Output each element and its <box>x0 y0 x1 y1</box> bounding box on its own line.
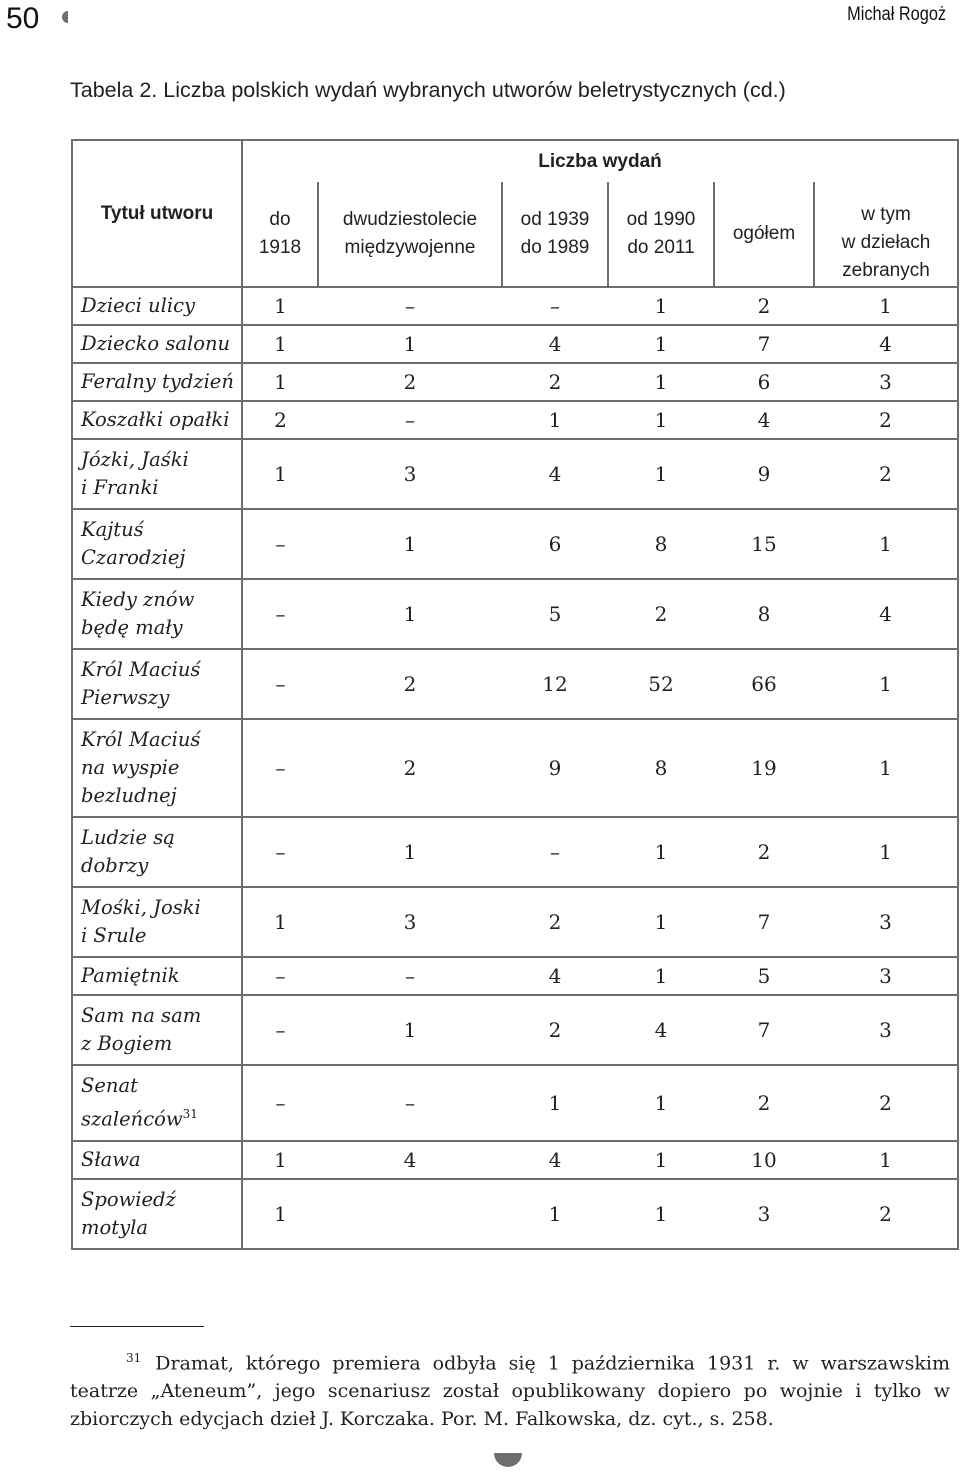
edition-count-cell: 1 <box>502 401 608 439</box>
work-title <box>72 887 242 957</box>
edition-count-cell: – <box>318 1065 502 1141</box>
edition-count-cell: – <box>242 817 318 887</box>
work-title-line: z Bogiem <box>81 1032 173 1055</box>
edition-count-cell: – <box>242 957 318 995</box>
work-title <box>72 287 242 325</box>
edition-count-cell <box>318 1179 502 1249</box>
work-title-line: Sława <box>81 1147 141 1171</box>
table-row <box>72 1065 958 1141</box>
edition-count-cell: 66 <box>714 649 814 719</box>
edition-count-cell: 4 <box>502 1141 608 1179</box>
work-title-line: Czarodziej <box>81 546 186 569</box>
edition-count-cell: 2 <box>814 401 958 439</box>
footnote-ref[interactable]: 31 <box>182 1107 198 1121</box>
work-title <box>72 401 242 439</box>
edition-count-cell: – <box>242 995 318 1065</box>
edition-count-cell: 4 <box>502 957 608 995</box>
work-title-line: bezludnej <box>81 784 177 807</box>
work-title-line: Koszałki opałki <box>81 408 230 431</box>
table-row <box>72 719 958 817</box>
work-title-line: motyla <box>81 1215 148 1239</box>
edition-count-cell: 1 <box>242 1141 318 1179</box>
edition-count-cell: 3 <box>714 1179 814 1249</box>
edition-count-cell: 2 <box>608 579 714 649</box>
work-title <box>72 363 242 401</box>
edition-count-cell: 1 <box>608 887 714 957</box>
footnote-rule <box>70 1326 204 1327</box>
work-title-line: dobrzy <box>81 854 149 877</box>
table-row <box>72 1141 958 1179</box>
edition-count-cell: 10 <box>714 1141 814 1179</box>
edition-count-cell: – <box>242 719 318 817</box>
edition-count-cell: 2 <box>814 439 958 509</box>
work-title-line: Spowiedź <box>81 1187 176 1211</box>
work-title-line: Feralny tydzień <box>81 370 234 393</box>
edition-count-cell: 2 <box>502 887 608 957</box>
column-header-line: w dziełach <box>841 232 931 253</box>
edition-count-cell: 2 <box>318 649 502 719</box>
edition-count-cell: 19 <box>714 719 814 817</box>
work-title-line: Józki, Jaśki <box>81 448 189 471</box>
edition-count-cell: 52 <box>608 649 714 719</box>
page-bottom-mark <box>493 1452 523 1468</box>
column-header-line: do <box>269 209 291 230</box>
edition-count-cell: 1 <box>608 817 714 887</box>
edition-count-cell: 1 <box>242 1179 318 1249</box>
edition-count-cell: 3 <box>814 887 958 957</box>
column-header-line: zebranych <box>842 260 930 281</box>
footnote-31 <box>70 1344 950 1433</box>
footnote-marker: 31 <box>126 1351 142 1365</box>
column-header <box>318 182 502 287</box>
edition-count-cell: 3 <box>814 363 958 401</box>
edition-count-cell: 2 <box>318 363 502 401</box>
edition-count-cell: 4 <box>318 1141 502 1179</box>
work-title-line: Król Maciuś <box>81 658 201 681</box>
edition-count-cell: 1 <box>318 579 502 649</box>
edition-count-cell: 8 <box>714 579 814 649</box>
work-title <box>72 1179 242 1249</box>
column-header <box>242 182 318 287</box>
work-title-line: Ludzie są <box>81 826 175 849</box>
editions-table <box>71 139 959 1250</box>
running-head-author: Michał Rogoż <box>847 4 946 25</box>
edition-count-cell: 7 <box>714 887 814 957</box>
table-row <box>72 649 958 719</box>
work-title-line: szaleńców$^{31}$ <box>81 1107 198 1131</box>
table-row <box>72 1179 958 1249</box>
edition-count-cell: 1 <box>608 1141 714 1179</box>
edition-count-cell: 2 <box>814 1065 958 1141</box>
column-header-line: w tym <box>861 204 911 225</box>
footnote-text: Dramat, którego premiera odbyła się 1 października 1931 r. w warszawskim teatrze „Ateneum”, jego scenariusz został opublikowany dopiero po wojnie i tylko w zbiorczych edycjach dzieł J. Korczaka. Por. M. Falkowska, dz. cyt., s. 258. <box>70 1352 950 1431</box>
edition-count-cell: – <box>502 817 608 887</box>
edition-count-cell: 7 <box>714 995 814 1065</box>
edition-count-cell: 1 <box>608 957 714 995</box>
column-header <box>502 182 608 287</box>
edition-count-cell: 1 <box>814 509 958 579</box>
column-header <box>608 182 714 287</box>
edition-count-cell: 8 <box>608 719 714 817</box>
work-title-line: Dziecko salonu <box>81 332 231 355</box>
column-header <box>814 182 958 287</box>
edition-count-cell: 5 <box>502 579 608 649</box>
group-header-editions: Liczba wydań <box>242 140 958 182</box>
edition-count-cell: 1 <box>608 287 714 325</box>
work-title <box>72 995 242 1065</box>
edition-count-cell: 1 <box>502 1065 608 1141</box>
edition-count-cell: 1 <box>608 325 714 363</box>
table-caption: Tabela 2. Liczba polskich wydań wybranych utworów beletrystycznych (cd.) <box>70 78 786 102</box>
edition-count-cell: 6 <box>714 363 814 401</box>
edition-count-cell: – <box>242 1065 318 1141</box>
edition-count-cell: 1 <box>608 401 714 439</box>
work-title-line: Sam na sam <box>81 1004 202 1027</box>
edition-count-cell: 2 <box>714 1065 814 1141</box>
column-header-line: od 1990 <box>626 209 696 230</box>
edition-count-cell: 1 <box>608 439 714 509</box>
edition-count-cell: – <box>242 579 318 649</box>
edition-count-cell: 4 <box>502 439 608 509</box>
column-header-line: 1918 <box>258 237 302 258</box>
work-title-line: będę mały <box>81 616 183 639</box>
work-title-line: i Srule <box>81 924 147 947</box>
edition-count-cell: 7 <box>714 325 814 363</box>
work-title-line: Dzieci ulicy <box>81 294 196 317</box>
edition-count-cell: 4 <box>814 579 958 649</box>
table-row <box>72 509 958 579</box>
edition-count-cell: 9 <box>502 719 608 817</box>
edition-count-cell: 1 <box>242 887 318 957</box>
work-title <box>72 1065 242 1141</box>
work-title <box>72 957 242 995</box>
edition-count-cell: 3 <box>814 957 958 995</box>
table-row <box>72 439 958 509</box>
edition-count-cell: 4 <box>814 325 958 363</box>
edition-count-cell: 1 <box>502 1179 608 1249</box>
column-header-line: ogółem <box>732 223 796 244</box>
work-title <box>72 325 242 363</box>
edition-count-cell: 2 <box>318 719 502 817</box>
work-title <box>72 439 242 509</box>
edition-count-cell: 1 <box>242 363 318 401</box>
edition-count-cell: 3 <box>318 439 502 509</box>
edition-count-cell: – <box>242 649 318 719</box>
edition-count-cell: 15 <box>714 509 814 579</box>
edition-count-cell: 1 <box>814 649 958 719</box>
edition-count-cell: 1 <box>242 439 318 509</box>
work-title-line: Mośki, Joski <box>81 896 201 919</box>
column-header-line: międzywojenne <box>344 237 476 258</box>
work-title <box>72 1141 242 1179</box>
edition-count-cell: 4 <box>502 325 608 363</box>
table-row <box>72 579 958 649</box>
work-title-line: Pierwszy <box>81 686 170 709</box>
edition-count-cell: 8 <box>608 509 714 579</box>
edition-count-cell: 6 <box>502 509 608 579</box>
edition-count-cell: 4 <box>714 401 814 439</box>
table-row <box>72 287 958 325</box>
edition-count-cell: 3 <box>814 995 958 1065</box>
column-header-line: do 1989 <box>520 237 590 258</box>
edition-count-cell: 1 <box>814 287 958 325</box>
table-row <box>72 817 958 887</box>
edition-count-cell: 2 <box>242 401 318 439</box>
work-title-line: Senat <box>81 1074 138 1097</box>
work-title-line: Kajtuś <box>81 518 144 541</box>
work-title-line: Król Maciuś <box>81 728 201 751</box>
edition-count-cell: 1 <box>814 1141 958 1179</box>
table-row <box>72 325 958 363</box>
edition-count-cell: 9 <box>714 439 814 509</box>
table-row <box>72 363 958 401</box>
work-title <box>72 817 242 887</box>
column-header-line: od 1939 <box>520 209 590 230</box>
table-row <box>72 887 958 957</box>
edition-count-cell: 1 <box>242 325 318 363</box>
edition-count-cell: 1 <box>318 995 502 1065</box>
work-title <box>72 579 242 649</box>
edition-count-cell: 1 <box>242 287 318 325</box>
edition-count-cell: 12 <box>502 649 608 719</box>
edition-count-cell: 1 <box>608 363 714 401</box>
column-header-line: do 2011 <box>627 237 695 258</box>
work-title-line: i Franki <box>81 476 159 499</box>
work-title-line: Kiedy znów <box>81 588 195 611</box>
edition-count-cell: 1 <box>318 817 502 887</box>
table-row <box>72 995 958 1065</box>
table-row <box>72 957 958 995</box>
column-header-line: dwudziestolecie <box>342 209 478 230</box>
edition-count-cell: 2 <box>714 287 814 325</box>
edition-count-cell: 5 <box>714 957 814 995</box>
edition-count-cell: – <box>318 401 502 439</box>
edition-count-cell: – <box>242 509 318 579</box>
title-column-header: Tytuł utworu <box>72 140 242 287</box>
work-title-line: na wyspie <box>81 756 180 779</box>
edition-count-cell: – <box>318 957 502 995</box>
edition-count-cell: 1 <box>318 325 502 363</box>
edition-count-cell: 3 <box>318 887 502 957</box>
table-row <box>72 401 958 439</box>
edition-count-cell: 4 <box>608 995 714 1065</box>
column-header <box>714 182 814 287</box>
work-title <box>72 509 242 579</box>
edition-count-cell: 1 <box>814 817 958 887</box>
page-number: 50 <box>6 2 40 35</box>
edition-count-cell: 1 <box>608 1179 714 1249</box>
edition-count-cell: 1 <box>814 719 958 817</box>
edition-count-cell: 1 <box>608 1065 714 1141</box>
edition-count-cell: – <box>318 287 502 325</box>
work-title-line: Pamiętnik <box>81 964 180 987</box>
edition-count-cell: 2 <box>502 363 608 401</box>
work-title <box>72 649 242 719</box>
edition-count-cell: 1 <box>318 509 502 579</box>
edition-count-cell: 2 <box>814 1179 958 1249</box>
edition-count-cell: 2 <box>714 817 814 887</box>
page-corner-mark <box>58 10 72 24</box>
edition-count-cell: 2 <box>502 995 608 1065</box>
edition-count-cell: – <box>502 287 608 325</box>
work-title <box>72 719 242 817</box>
